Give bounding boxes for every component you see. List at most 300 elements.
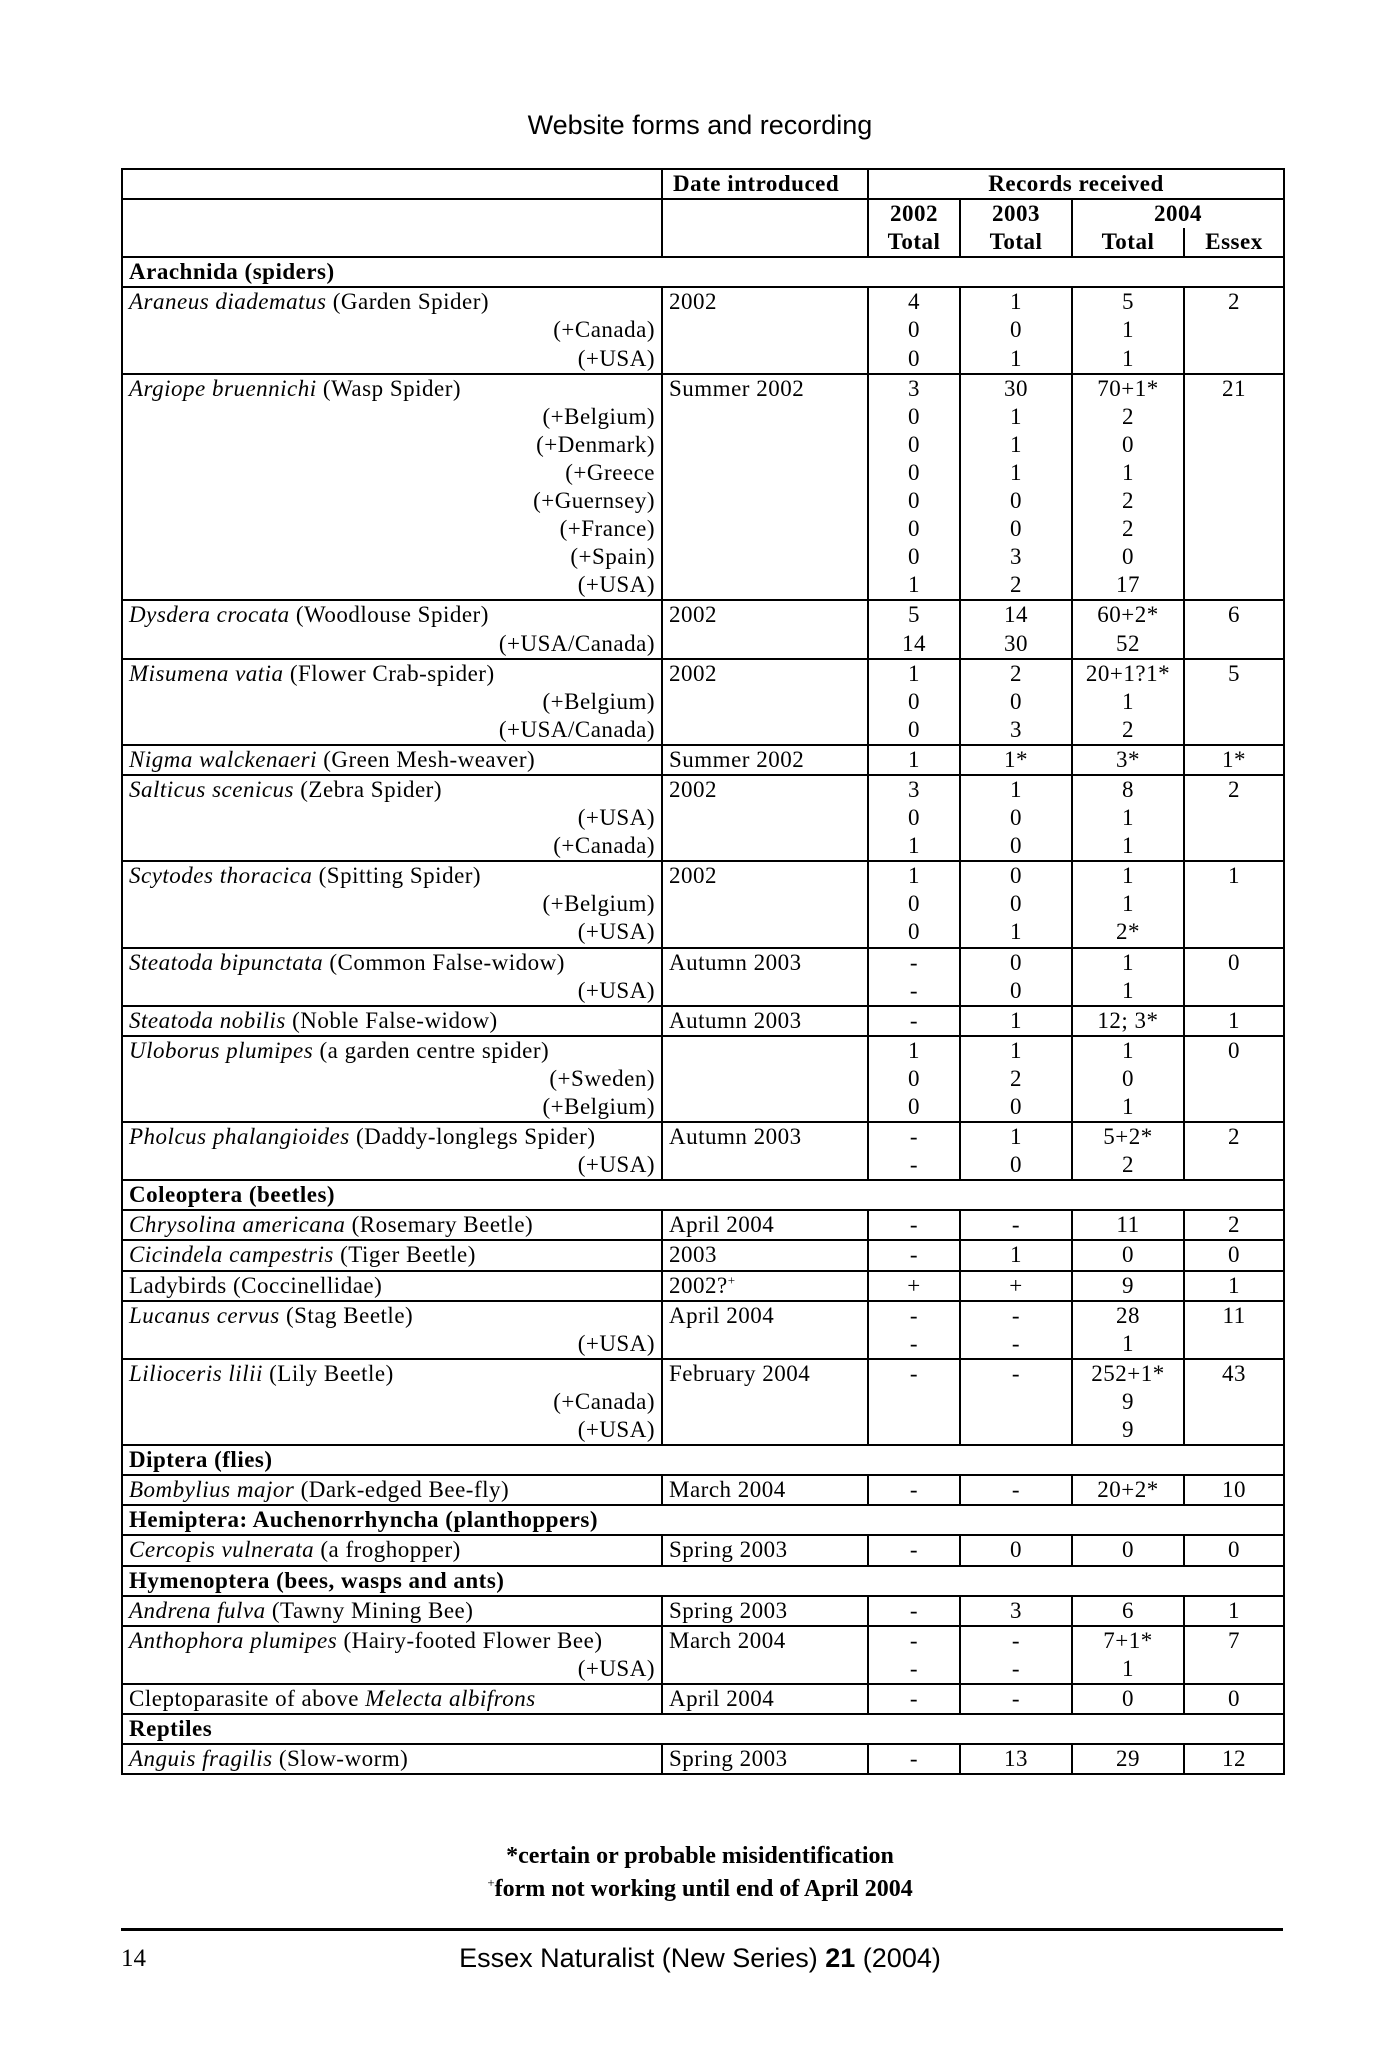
total-2002: 1 bbox=[868, 659, 960, 688]
total-2004: 2 bbox=[1072, 716, 1184, 745]
total-2004: 12; 3* bbox=[1072, 1006, 1184, 1036]
total-2004: 0 bbox=[1072, 543, 1184, 571]
total-2002: 0 bbox=[868, 515, 960, 543]
total-2002: 0 bbox=[868, 403, 960, 431]
total-2004: 1 bbox=[1072, 1655, 1184, 1684]
date-introduced: Autumn 2003 bbox=[662, 948, 868, 977]
country-row bbox=[122, 630, 1284, 659]
total-2003: 0 bbox=[960, 1093, 1072, 1122]
essex-2004: 0 bbox=[1184, 1240, 1284, 1270]
total-2004: 9 bbox=[1072, 1416, 1184, 1445]
category-row bbox=[122, 1180, 1284, 1210]
total-2002: - bbox=[868, 1359, 960, 1388]
total-2003: 14 bbox=[960, 600, 1072, 629]
country-row bbox=[122, 316, 1284, 344]
total-2003: 0 bbox=[960, 804, 1072, 832]
total-2004: 52 bbox=[1072, 630, 1184, 659]
total-2004: 9 bbox=[1072, 1271, 1184, 1301]
total-2003 bbox=[960, 1388, 1072, 1416]
total-2002: - bbox=[868, 1475, 960, 1505]
country-label: (+USA) bbox=[122, 804, 662, 832]
total-2003: 2 bbox=[960, 1065, 1072, 1093]
total-2004: 1 bbox=[1072, 1330, 1184, 1359]
latin-name: Anthophora plumipes bbox=[129, 1627, 338, 1653]
total-2004: 1 bbox=[1072, 1036, 1184, 1065]
total-2004: 1 bbox=[1072, 948, 1184, 977]
total-2004: 0 bbox=[1072, 1065, 1184, 1093]
latin-name: Steatoda nobilis bbox=[129, 1007, 286, 1033]
species-row bbox=[122, 948, 1284, 977]
total-2003: 1 bbox=[960, 459, 1072, 487]
total-2003: - bbox=[960, 1210, 1072, 1240]
total-2002: 0 bbox=[868, 1065, 960, 1093]
country-row bbox=[122, 890, 1284, 918]
footnotes bbox=[0, 1840, 1400, 1906]
essex-2004: 0 bbox=[1184, 1684, 1284, 1714]
country-row bbox=[122, 515, 1284, 543]
footer-rule bbox=[121, 1928, 1283, 1931]
essex-2004: 1 bbox=[1184, 861, 1284, 890]
total-2003: 0 bbox=[960, 487, 1072, 515]
total-2004: 20+2* bbox=[1072, 1475, 1184, 1505]
total-2002: - bbox=[868, 1655, 960, 1684]
date-introduced: March 2004 bbox=[662, 1626, 868, 1655]
essex-2004: 2 bbox=[1184, 287, 1284, 316]
essex-2004: 1 bbox=[1184, 1006, 1284, 1036]
total-2003: - bbox=[960, 1626, 1072, 1655]
total-2004: 2 bbox=[1072, 487, 1184, 515]
total-2002: 0 bbox=[868, 688, 960, 716]
essex-2004: 12 bbox=[1184, 1744, 1284, 1774]
total-2003: - bbox=[960, 1655, 1072, 1684]
total-2002: 0 bbox=[868, 890, 960, 918]
total-2004: 2 bbox=[1072, 1151, 1184, 1180]
latin-name: Chrysolina americana bbox=[129, 1212, 346, 1238]
total-2004: 11 bbox=[1072, 1210, 1184, 1240]
species-name: Chrysolina americana (Rosemary Beetle) bbox=[122, 1210, 662, 1240]
species-name: Salticus scenicus (Zebra Spider) bbox=[122, 775, 662, 804]
total-2003: 0 bbox=[960, 890, 1072, 918]
total-2003: - bbox=[960, 1330, 1072, 1359]
total-2004: 29 bbox=[1072, 1744, 1184, 1774]
total-2002: - bbox=[868, 977, 960, 1006]
date-introduced: 2002 bbox=[662, 600, 868, 629]
total-2002: 1 bbox=[868, 1036, 960, 1065]
total-2003: 0 bbox=[960, 515, 1072, 543]
category-label: Diptera (flies) bbox=[122, 1445, 1284, 1475]
country-row bbox=[122, 804, 1284, 832]
country-label: (+USA) bbox=[122, 345, 662, 374]
date-introduced: April 2004 bbox=[662, 1684, 868, 1714]
latin-name: Lucanus cervus bbox=[129, 1302, 280, 1328]
species-name: Cicindela campestris (Tiger Beetle) bbox=[122, 1240, 662, 1270]
total-2004: 1 bbox=[1072, 459, 1184, 487]
species-name: Steatoda nobilis (Noble False-widow) bbox=[122, 1006, 662, 1036]
total-2004: 1 bbox=[1072, 861, 1184, 890]
total-2004: 60+2* bbox=[1072, 600, 1184, 629]
total-2004: 1 bbox=[1072, 832, 1184, 861]
country-label: (+Greece bbox=[122, 459, 662, 487]
latin-name: Pholcus phalangioides bbox=[129, 1124, 350, 1150]
country-label: (+France) bbox=[122, 515, 662, 543]
country-label: (+USA) bbox=[122, 1416, 662, 1445]
header-2004: 2004 bbox=[1154, 201, 1203, 227]
latin-name: Nigma walckenaeri bbox=[129, 746, 317, 772]
essex-2004: 7 bbox=[1184, 1626, 1284, 1655]
species-name: Cleptoparasite of above Melecta albifrons bbox=[122, 1684, 662, 1714]
country-row bbox=[122, 1330, 1284, 1359]
total-2004: 1 bbox=[1072, 977, 1184, 1006]
volume-number: 21 bbox=[825, 1943, 856, 1973]
total-2003: 1 bbox=[960, 1036, 1072, 1065]
latin-name: Argiope bruennichi bbox=[129, 375, 317, 401]
total-2004: 1 bbox=[1072, 1093, 1184, 1122]
species-row bbox=[122, 1036, 1284, 1065]
country-row bbox=[122, 977, 1284, 1006]
total-2003: 0 bbox=[960, 861, 1072, 890]
species-name: Cercopis vulnerata (a froghopper) bbox=[122, 1535, 662, 1565]
total-2004: 0 bbox=[1072, 1535, 1184, 1565]
species-row bbox=[122, 1744, 1284, 1774]
total-2003: - bbox=[960, 1475, 1072, 1505]
total-2004: 7+1* bbox=[1072, 1626, 1184, 1655]
essex-2004: 0 bbox=[1184, 1535, 1284, 1565]
total-2004: 1 bbox=[1072, 890, 1184, 918]
species-row bbox=[122, 374, 1284, 403]
latin-name: Steatoda bipunctata bbox=[129, 949, 324, 975]
total-2002: 0 bbox=[868, 918, 960, 947]
essex-2004: 6 bbox=[1184, 600, 1284, 629]
total-2003: 30 bbox=[960, 374, 1072, 403]
category-row bbox=[122, 1566, 1284, 1596]
essex-2004: 1 bbox=[1184, 1271, 1284, 1301]
species-row bbox=[122, 1475, 1284, 1505]
species-name: Argiope bruennichi (Wasp Spider) bbox=[122, 374, 662, 403]
date-introduced: Autumn 2003 bbox=[662, 1122, 868, 1151]
footnote-misidentification: *certain or probable misidentification bbox=[506, 1843, 894, 1869]
species-row bbox=[122, 1684, 1284, 1714]
species-row bbox=[122, 1006, 1284, 1036]
header-essex: Essex bbox=[1183, 228, 1283, 256]
total-2003: 0 bbox=[960, 316, 1072, 344]
species-row bbox=[122, 1271, 1284, 1301]
total-2003: 1 bbox=[960, 287, 1072, 316]
total-2004: 252+1* bbox=[1072, 1359, 1184, 1388]
date-introduced: 2002 bbox=[662, 659, 868, 688]
essex-2004: 0 bbox=[1184, 948, 1284, 977]
country-row bbox=[122, 459, 1284, 487]
country-label: (+Belgium) bbox=[122, 688, 662, 716]
total-2004: 20+1?1* bbox=[1072, 659, 1184, 688]
header-2002-total: 2002 Total bbox=[868, 199, 960, 257]
latin-name: Scytodes thoracica bbox=[129, 863, 313, 889]
total-2002: - bbox=[868, 1240, 960, 1270]
species-name: Misumena vatia (Flower Crab-spider) bbox=[122, 659, 662, 688]
species-name: Pholcus phalangioides (Daddy-longlegs Spider) bbox=[122, 1122, 662, 1151]
total-2003: 1 bbox=[960, 1122, 1072, 1151]
total-2002: - bbox=[868, 948, 960, 977]
species-row bbox=[122, 1535, 1284, 1565]
species-name: Andrena fulva (Tawny Mining Bee) bbox=[122, 1596, 662, 1626]
table-subheader-row bbox=[122, 199, 1284, 257]
country-label: (+USA) bbox=[122, 918, 662, 947]
country-label: (+USA) bbox=[122, 1655, 662, 1684]
country-row bbox=[122, 1151, 1284, 1180]
total-2003: 1 bbox=[960, 431, 1072, 459]
total-2003: - bbox=[960, 1301, 1072, 1330]
country-row bbox=[122, 431, 1284, 459]
total-2003 bbox=[960, 1416, 1072, 1445]
date-introduced: Autumn 2003 bbox=[662, 1006, 868, 1036]
country-label: (+Spain) bbox=[122, 543, 662, 571]
species-row bbox=[122, 659, 1284, 688]
country-label: (+Belgium) bbox=[122, 1093, 662, 1122]
total-2002: 1 bbox=[868, 861, 960, 890]
total-2004: 3* bbox=[1072, 745, 1184, 775]
total-2002: 1 bbox=[868, 832, 960, 861]
total-2003: 0 bbox=[960, 1535, 1072, 1565]
species-name: Anthophora plumipes (Hairy-footed Flower Bee) bbox=[122, 1626, 662, 1655]
date-introduced: Summer 2002 bbox=[662, 745, 868, 775]
total-2004: 2 bbox=[1072, 515, 1184, 543]
total-2003: 1 bbox=[960, 1240, 1072, 1270]
date-introduced: Spring 2003 bbox=[662, 1744, 868, 1774]
total-2002: 0 bbox=[868, 1093, 960, 1122]
country-label: (+Guernsey) bbox=[122, 487, 662, 515]
country-label: (+Canada) bbox=[122, 1388, 662, 1416]
category-label: Hymenoptera (bees, wasps and ants) bbox=[122, 1566, 1284, 1596]
essex-2004: 21 bbox=[1184, 374, 1284, 403]
species-row bbox=[122, 1626, 1284, 1655]
total-2003: 2 bbox=[960, 571, 1072, 600]
total-2003: 1 bbox=[960, 1006, 1072, 1036]
total-2003: 0 bbox=[960, 832, 1072, 861]
species-name: Anguis fragilis (Slow-worm) bbox=[122, 1744, 662, 1774]
total-2002: - bbox=[868, 1122, 960, 1151]
date-introduced: Summer 2002 bbox=[662, 374, 868, 403]
country-row bbox=[122, 571, 1284, 600]
total-2003: + bbox=[960, 1271, 1072, 1301]
category-row bbox=[122, 1445, 1284, 1475]
date-introduced bbox=[662, 1036, 868, 1065]
species-name: Uloborus plumipes (a garden centre spider) bbox=[122, 1036, 662, 1065]
total-2002: 4 bbox=[868, 287, 960, 316]
total-2004: 70+1* bbox=[1072, 374, 1184, 403]
total-2002: 0 bbox=[868, 459, 960, 487]
table-header-row bbox=[122, 169, 1284, 199]
country-label: (+Canada) bbox=[122, 316, 662, 344]
country-row bbox=[122, 487, 1284, 515]
country-row bbox=[122, 688, 1284, 716]
species-row bbox=[122, 1359, 1284, 1388]
date-introduced: 2002 bbox=[662, 775, 868, 804]
total-2003: - bbox=[960, 1359, 1072, 1388]
records-received-header: Records received bbox=[868, 169, 1284, 199]
country-label: (+Belgium) bbox=[122, 403, 662, 431]
total-2003: 1 bbox=[960, 345, 1072, 374]
latin-name: Bombylius major bbox=[129, 1477, 295, 1503]
total-2004: 1 bbox=[1072, 316, 1184, 344]
total-2003: 0 bbox=[960, 688, 1072, 716]
total-2002: - bbox=[868, 1684, 960, 1714]
species-row bbox=[122, 1240, 1284, 1270]
total-2004: 0 bbox=[1072, 1684, 1184, 1714]
total-2002: 0 bbox=[868, 345, 960, 374]
total-2004: 5+2* bbox=[1072, 1122, 1184, 1151]
country-label: (+USA) bbox=[122, 571, 662, 600]
total-2004: 1 bbox=[1072, 688, 1184, 716]
total-2003: 1 bbox=[960, 775, 1072, 804]
footnote-form: +form not working until end of April 2004 bbox=[487, 1875, 913, 1902]
country-label: (+USA) bbox=[122, 977, 662, 1006]
total-2002: - bbox=[868, 1210, 960, 1240]
total-2002: 1 bbox=[868, 745, 960, 775]
category-row bbox=[122, 1505, 1284, 1535]
species-row bbox=[122, 1301, 1284, 1330]
country-row bbox=[122, 1065, 1284, 1093]
total-2003: 0 bbox=[960, 977, 1072, 1006]
total-2002: - bbox=[868, 1330, 960, 1359]
total-2004: 2 bbox=[1072, 403, 1184, 431]
total-2003: 13 bbox=[960, 1744, 1072, 1774]
total-2002: - bbox=[868, 1744, 960, 1774]
header-2004-total: Total bbox=[1101, 229, 1155, 255]
total-2004: 17 bbox=[1072, 571, 1184, 600]
total-2003: 1 bbox=[960, 403, 1072, 431]
species-name: Steatoda bipunctata (Common False-widow) bbox=[122, 948, 662, 977]
country-label: (+Canada) bbox=[122, 832, 662, 861]
species-row bbox=[122, 775, 1284, 804]
latin-name: Araneus diadematus bbox=[129, 289, 327, 315]
latin-name: Salticus scenicus bbox=[129, 776, 294, 802]
latin-name: Uloborus plumipes bbox=[129, 1037, 314, 1063]
date-footnote-mark: + bbox=[727, 1271, 736, 1287]
total-2003: 30 bbox=[960, 630, 1072, 659]
total-2003: - bbox=[960, 1684, 1072, 1714]
total-2002: - bbox=[868, 1596, 960, 1626]
total-2002: - bbox=[868, 1301, 960, 1330]
date-introduced: 2002 bbox=[662, 287, 868, 316]
total-2002: 3 bbox=[868, 775, 960, 804]
essex-2004: 2 bbox=[1184, 775, 1284, 804]
total-2004: 2* bbox=[1072, 918, 1184, 947]
total-2002: - bbox=[868, 1151, 960, 1180]
country-row bbox=[122, 918, 1284, 947]
total-2004: 1 bbox=[1072, 804, 1184, 832]
species-row bbox=[122, 1596, 1284, 1626]
category-row bbox=[122, 257, 1284, 287]
essex-2004: 1 bbox=[1184, 1596, 1284, 1626]
country-row bbox=[122, 403, 1284, 431]
total-2004: 5 bbox=[1072, 287, 1184, 316]
country-label: (+USA/Canada) bbox=[122, 630, 662, 659]
species-name: Araneus diadematus (Garden Spider) bbox=[122, 287, 662, 316]
total-2004: 6 bbox=[1072, 1596, 1184, 1626]
total-2003: 2 bbox=[960, 659, 1072, 688]
latin-name: Cercopis vulnerata bbox=[129, 1537, 315, 1563]
category-label: Hemiptera: Auchenorrhyncha (planthoppers) bbox=[122, 1505, 1284, 1535]
date-introduced: 2002?+ bbox=[662, 1271, 868, 1301]
total-2004: 0 bbox=[1072, 1240, 1184, 1270]
total-2002: 0 bbox=[868, 804, 960, 832]
latin-name: Lilioceris lilii bbox=[129, 1360, 263, 1386]
date-introduced: 2003 bbox=[662, 1240, 868, 1270]
total-2003: 3 bbox=[960, 543, 1072, 571]
country-row bbox=[122, 1093, 1284, 1122]
total-2004: 9 bbox=[1072, 1388, 1184, 1416]
species-row bbox=[122, 861, 1284, 890]
country-label: (+USA) bbox=[122, 1151, 662, 1180]
country-label: (+Sweden) bbox=[122, 1065, 662, 1093]
date-introduced: April 2004 bbox=[662, 1210, 868, 1240]
species-name: Lilioceris lilii (Lily Beetle) bbox=[122, 1359, 662, 1388]
species-row bbox=[122, 1210, 1284, 1240]
country-row bbox=[122, 716, 1284, 745]
latin-name: Cicindela campestris bbox=[129, 1242, 334, 1268]
running-header: Website forms and recording bbox=[527, 110, 873, 140]
date-introduced: March 2004 bbox=[662, 1475, 868, 1505]
total-2002: 0 bbox=[868, 487, 960, 515]
species-name: Dysdera crocata (Woodlouse Spider) bbox=[122, 600, 662, 629]
total-2002: 3 bbox=[868, 374, 960, 403]
country-row bbox=[122, 832, 1284, 861]
species-row bbox=[122, 1122, 1284, 1151]
page-number: 14 bbox=[121, 1945, 146, 1972]
total-2002: - bbox=[868, 1626, 960, 1655]
category-label: Arachnida (spiders) bbox=[122, 257, 1284, 287]
date-introduced: 2002 bbox=[662, 861, 868, 890]
essex-2004: 2 bbox=[1184, 1210, 1284, 1240]
total-2004: 8 bbox=[1072, 775, 1184, 804]
country-row bbox=[122, 1416, 1284, 1445]
latin-name: Misumena vatia bbox=[129, 660, 284, 686]
total-2003: 3 bbox=[960, 1596, 1072, 1626]
species-row bbox=[122, 287, 1284, 316]
essex-2004: 11 bbox=[1184, 1301, 1284, 1330]
total-2002: 0 bbox=[868, 431, 960, 459]
country-row bbox=[122, 345, 1284, 374]
country-label: (+USA/Canada) bbox=[122, 716, 662, 745]
country-row bbox=[122, 543, 1284, 571]
country-row bbox=[122, 1655, 1284, 1684]
essex-2004: 43 bbox=[1184, 1359, 1284, 1388]
essex-2004: 0 bbox=[1184, 1036, 1284, 1065]
latin-name: Dysdera crocata bbox=[129, 602, 290, 628]
total-2002: - bbox=[868, 1006, 960, 1036]
total-2003: 1* bbox=[960, 745, 1072, 775]
records-table bbox=[121, 168, 1285, 1775]
species-name: Lucanus cervus (Stag Beetle) bbox=[122, 1301, 662, 1330]
species-name: Bombylius major (Dark-edged Bee-fly) bbox=[122, 1475, 662, 1505]
latin-name: Andrena fulva bbox=[129, 1597, 266, 1623]
total-2004: 1 bbox=[1072, 345, 1184, 374]
species-name: Scytodes thoracica (Spitting Spider) bbox=[122, 861, 662, 890]
date-introduced: April 2004 bbox=[662, 1301, 868, 1330]
species-name: Nigma walckenaeri (Green Mesh-weaver) bbox=[122, 745, 662, 775]
latin-name: Melecta albifrons bbox=[365, 1685, 536, 1711]
date-introduced: Spring 2003 bbox=[662, 1596, 868, 1626]
species-row bbox=[122, 745, 1284, 775]
date-introduced: February 2004 bbox=[662, 1359, 868, 1388]
total-2002: + bbox=[868, 1271, 960, 1301]
country-row bbox=[122, 1388, 1284, 1416]
total-2003: 1 bbox=[960, 918, 1072, 947]
category-row bbox=[122, 1714, 1284, 1744]
total-2003: 3 bbox=[960, 716, 1072, 745]
date-introduced: Spring 2003 bbox=[662, 1535, 868, 1565]
category-label: Reptiles bbox=[122, 1714, 1284, 1744]
total-2002: - bbox=[868, 1535, 960, 1565]
